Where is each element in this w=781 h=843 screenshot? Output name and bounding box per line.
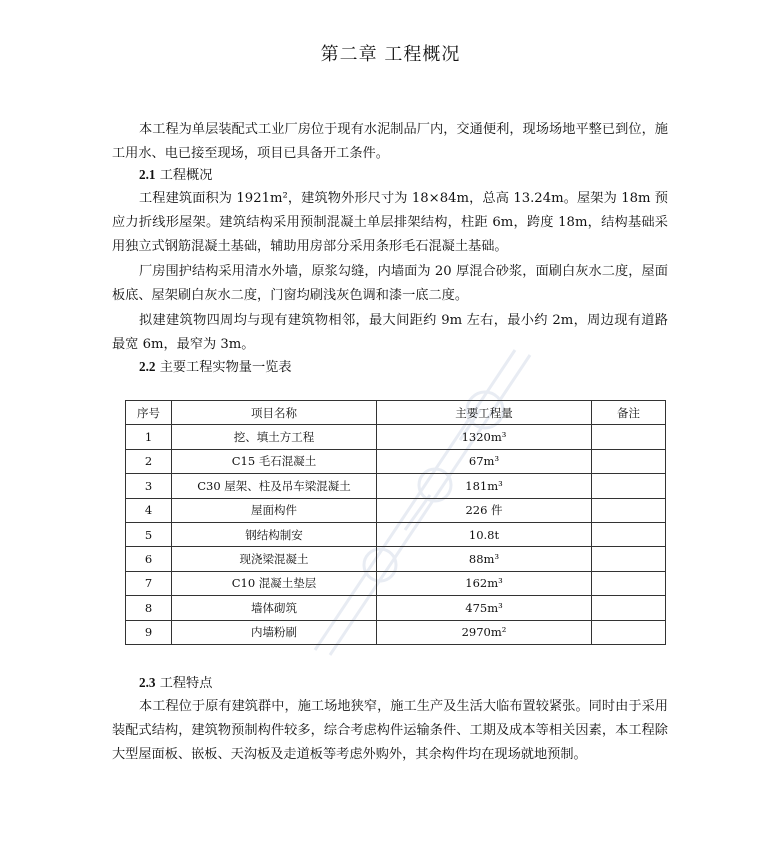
table-row bbox=[126, 547, 666, 571]
table-row bbox=[126, 474, 666, 498]
row-note bbox=[592, 620, 666, 644]
row-quantity: 226 件 bbox=[377, 498, 592, 522]
row-item-name: 挖、填土方工程 bbox=[172, 425, 377, 449]
row-quantity: 475m³ bbox=[377, 596, 592, 620]
row-index: 2 bbox=[126, 449, 172, 473]
row-quantity: 2970m² bbox=[377, 620, 592, 644]
row-item-name: 钢结构制安 bbox=[172, 522, 377, 546]
table-row bbox=[126, 596, 666, 620]
header-index: 序号 bbox=[126, 401, 172, 425]
row-note bbox=[592, 425, 666, 449]
row-note bbox=[592, 522, 666, 546]
row-item-name: C30 屋架、柱及吊车梁混凝土 bbox=[172, 474, 377, 498]
section-2-1-paragraph-3: 拟建建筑物四周均与现有建筑物相邻，最大间距约 9m 左右，最小约 2m，周边现有道路最宽 6m，最窄为 3m。 bbox=[112, 313, 668, 352]
header-note: 备注 bbox=[592, 401, 666, 425]
table-row bbox=[126, 620, 666, 644]
row-quantity: 67m³ bbox=[377, 449, 592, 473]
row-note bbox=[592, 449, 666, 473]
section-2-1-paragraph-1: 工程建筑面积为 1921m²，建筑物外形尺寸为 18×84m，总高 13.24m。屋架为 18m 预应力折线形屋架。建筑结构采用预制混凝土单层排架结构，柱距 6m，跨度 18m，结构基础采用独立式钢筋混凝土基础，辅助用房部分采用条形毛石混凝土基础。 bbox=[112, 191, 668, 254]
row-quantity: 10.8t bbox=[377, 522, 592, 546]
row-note bbox=[592, 571, 666, 595]
chapter-title: 第二章 工程概况 bbox=[320, 44, 461, 65]
table-row bbox=[126, 449, 666, 473]
section-2-3-paragraph-1: 本工程位于原有建筑群中，施工场地狭窄，施工生产及生活大临布置较紧张。同时由于采用装配式结构，建筑物预制构件较多，综合考虑构件运输条件、工期及成本等相关因素，本工程除大型屋面板、嵌板、天沟板及走道板等考虑外购外，其余构件均在现场就地预制。 bbox=[112, 699, 668, 762]
row-index: 5 bbox=[126, 522, 172, 546]
intro-paragraph: 本工程为单层装配式工业厂房位于现有水泥制品厂内，交通便利，现场场地平整已到位，施工用水、电已接至现场，项目已具备开工条件。 bbox=[112, 122, 668, 161]
row-index: 7 bbox=[126, 571, 172, 595]
row-item-name: 墙体砌筑 bbox=[172, 596, 377, 620]
row-quantity: 1320m³ bbox=[377, 425, 592, 449]
section-title: 工程概况 bbox=[159, 168, 213, 183]
table-row bbox=[126, 498, 666, 522]
row-index: 3 bbox=[126, 474, 172, 498]
section-title: 主要工程实物量一览表 bbox=[159, 360, 292, 375]
row-note bbox=[592, 474, 666, 498]
row-index: 4 bbox=[126, 498, 172, 522]
row-index: 6 bbox=[126, 547, 172, 571]
row-index: 8 bbox=[126, 596, 172, 620]
table-row bbox=[126, 522, 666, 546]
section-2-3-heading bbox=[139, 671, 212, 696]
section-number: 2.3 bbox=[139, 675, 156, 690]
row-note bbox=[592, 547, 666, 571]
row-quantity: 181m³ bbox=[377, 474, 592, 498]
quantity-table bbox=[125, 400, 666, 645]
row-note bbox=[592, 596, 666, 620]
section-2-1-heading bbox=[139, 163, 212, 188]
row-quantity: 162m³ bbox=[377, 571, 592, 595]
section-2-2-heading bbox=[139, 355, 292, 380]
row-item-name: C10 混凝土垫层 bbox=[172, 571, 377, 595]
table-header-row bbox=[126, 401, 666, 425]
row-item-name: 现浇梁混凝土 bbox=[172, 547, 377, 571]
row-index: 1 bbox=[126, 425, 172, 449]
section-number: 2.1 bbox=[139, 167, 156, 182]
row-item-name: C15 毛石混凝土 bbox=[172, 449, 377, 473]
table-row bbox=[126, 425, 666, 449]
header-quantity: 主要工程量 bbox=[377, 401, 592, 425]
section-title: 工程特点 bbox=[159, 676, 213, 691]
row-index: 9 bbox=[126, 620, 172, 644]
section-number: 2.2 bbox=[139, 359, 156, 374]
section-2-1-paragraph-2: 厂房围护结构采用清水外墙，原浆勾缝，内墙面为 20 厚混合砂浆，面刷白灰水二度，屋面板底、屋架刷白灰水二度，门窗均刷浅灰色调和漆一底二度。 bbox=[112, 264, 668, 303]
table-row bbox=[126, 571, 666, 595]
header-item-name: 项目名称 bbox=[172, 401, 377, 425]
row-item-name: 屋面构件 bbox=[172, 498, 377, 522]
row-item-name: 内墙粉刷 bbox=[172, 620, 377, 644]
row-quantity: 88m³ bbox=[377, 547, 592, 571]
row-note bbox=[592, 498, 666, 522]
